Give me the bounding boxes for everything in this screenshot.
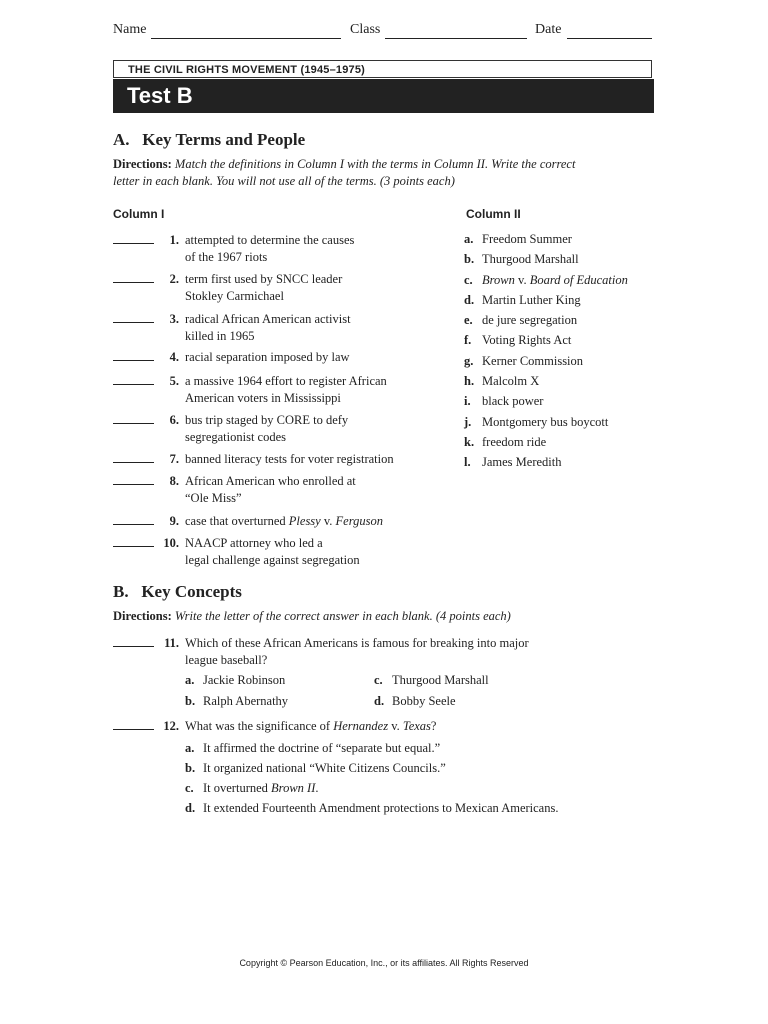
term-item: i. black power <box>464 394 544 409</box>
definition-text: segregationist codes <box>185 429 287 444</box>
item-number: 11. <box>164 636 179 650</box>
column-1-title: Column I <box>113 207 165 221</box>
definition-item <box>113 473 443 507</box>
date-blank[interactable] <box>567 26 652 39</box>
term-item: j. Montgomery bus boycott <box>464 414 609 429</box>
question-11 <box>113 635 653 669</box>
answer-blank[interactable] <box>113 546 154 547</box>
section-a-heading: A. Key Terms and People <box>113 130 306 149</box>
term-item: f. Voting Rights Act <box>464 333 572 348</box>
definition-text: NAACP attorney who led a <box>185 536 323 550</box>
term-item: a. Freedom Summer <box>464 232 572 246</box>
answer-blank[interactable] <box>113 322 154 323</box>
answer-option: b. Ralph Abernathy <box>185 694 289 708</box>
definition-text: racial separation imposed by law <box>185 350 350 364</box>
definition-text: Stokley Carmichael <box>185 288 284 303</box>
question-text: Which of these African Americans is famous for breaking into major <box>185 636 529 650</box>
item-number: 1. <box>169 233 179 247</box>
term-item: e. de jure segregation <box>464 313 578 328</box>
date-label: Date <box>535 22 562 37</box>
answer-option: c. Thurgood Marshall <box>374 673 489 687</box>
definition-text: bus trip staged by CORE to defy <box>185 413 349 427</box>
definition-text: “Ole Miss” <box>185 490 242 505</box>
answer-option: d. It extended Fourteenth Amendment protections to Mexican Americans. <box>185 801 559 815</box>
definition-text: attempted to determine the causes <box>185 233 355 247</box>
column-2-title: Column II <box>466 207 521 221</box>
section-a-directions <box>113 156 673 190</box>
section-b-heading: B. Key Concepts <box>113 582 242 601</box>
answer-blank[interactable] <box>113 243 154 244</box>
term-item: h. Malcolm X <box>464 374 540 389</box>
definition-text: banned literacy tests for voter registration <box>185 452 394 466</box>
answer-blank[interactable] <box>113 384 154 385</box>
directions-text-2: letter in each blank. You will not use all of the terms. (3 points each) <box>113 174 455 188</box>
term-item: d. Martin Luther King <box>464 292 581 307</box>
term-item: k. freedom ride <box>464 434 547 449</box>
answer-option: a. It affirmed the doctrine of “separate but equal.” <box>185 741 441 755</box>
directions-lead: Directions: <box>113 157 172 171</box>
definition-text: killed in 1965 <box>185 328 255 343</box>
answer-blank[interactable] <box>113 423 154 424</box>
term-item: b. Thurgood Marshall <box>464 252 579 267</box>
answer-option: a. Jackie Robinson <box>185 673 286 687</box>
definition-item <box>113 349 443 367</box>
answer-option: c. It overturned Brown II. <box>185 781 319 795</box>
answer-blank[interactable] <box>113 524 154 525</box>
definition-item <box>113 232 443 266</box>
definition-text: American voters in Mississippi <box>185 390 341 405</box>
item-number: 5. <box>169 374 179 388</box>
answer-option: d. Bobby Seele <box>374 694 456 708</box>
question-text: What was the significance of Hernandez v. Texas? <box>185 719 437 733</box>
answer-option: b. It organized national “White Citizens Councils.” <box>185 761 446 775</box>
item-number: 7. <box>169 452 179 466</box>
term-item: l. James Meredith <box>464 455 562 470</box>
definition-item <box>113 451 453 469</box>
definition-text: radical African American activist <box>185 312 351 326</box>
term-item: g. Kerner Commission <box>464 353 584 368</box>
item-number: 8. <box>169 474 179 488</box>
terms-list <box>464 229 664 473</box>
copyright-footer: Copyright © Pearson Education, Inc., or its affiliates. All Rights Reserved <box>239 958 529 968</box>
directions-text: Write the letter of the correct answer in each blank. (4 points each) <box>174 609 511 623</box>
name-label: Name <box>113 22 147 37</box>
question-12 <box>113 718 653 736</box>
definition-item <box>113 513 443 531</box>
item-number: 10. <box>163 536 179 550</box>
term-item: c. Brown v. Board of Education <box>464 272 628 287</box>
test-title: Test B <box>113 79 654 113</box>
answer-blank[interactable] <box>113 484 154 485</box>
definition-text: a massive 1964 effort to register African <box>185 374 387 388</box>
definition-text: African American who enrolled at <box>185 474 356 488</box>
definition-item <box>113 311 443 345</box>
item-number: 2. <box>169 272 179 286</box>
directions-lead: Directions: <box>113 609 172 623</box>
definition-item <box>113 412 443 446</box>
class-label: Class <box>350 22 381 37</box>
unit-banner: THE CIVIL RIGHTS MOVEMENT (1945–1975) <box>113 60 652 78</box>
item-number: 9. <box>169 514 179 528</box>
name-blank[interactable] <box>151 26 341 39</box>
answer-blank[interactable] <box>113 462 154 463</box>
directions-text-1: Match the definitions in Column I with the terms in Column II. Write the correct <box>174 157 576 171</box>
answer-blank[interactable] <box>113 646 154 647</box>
item-number: 3. <box>169 312 179 326</box>
answer-blank[interactable] <box>113 282 154 283</box>
class-blank[interactable] <box>385 26 527 39</box>
definition-item <box>113 373 453 407</box>
item-number: 4. <box>169 350 179 364</box>
item-number: 12. <box>163 719 179 733</box>
answer-blank[interactable] <box>113 360 154 361</box>
student-info-header <box>113 22 146 38</box>
section-b-directions <box>113 608 673 625</box>
definition-item <box>113 535 443 569</box>
definition-item <box>113 271 443 305</box>
definition-text: of the 1967 riots <box>185 249 268 264</box>
question-text: league baseball? <box>185 652 268 667</box>
answer-blank[interactable] <box>113 729 154 730</box>
definition-text: term first used by SNCC leader <box>185 272 343 286</box>
item-number: 6. <box>169 413 179 427</box>
definition-text: case that overturned Plessy v. Ferguson <box>185 514 383 528</box>
definition-text: legal challenge against segregation <box>185 552 360 567</box>
